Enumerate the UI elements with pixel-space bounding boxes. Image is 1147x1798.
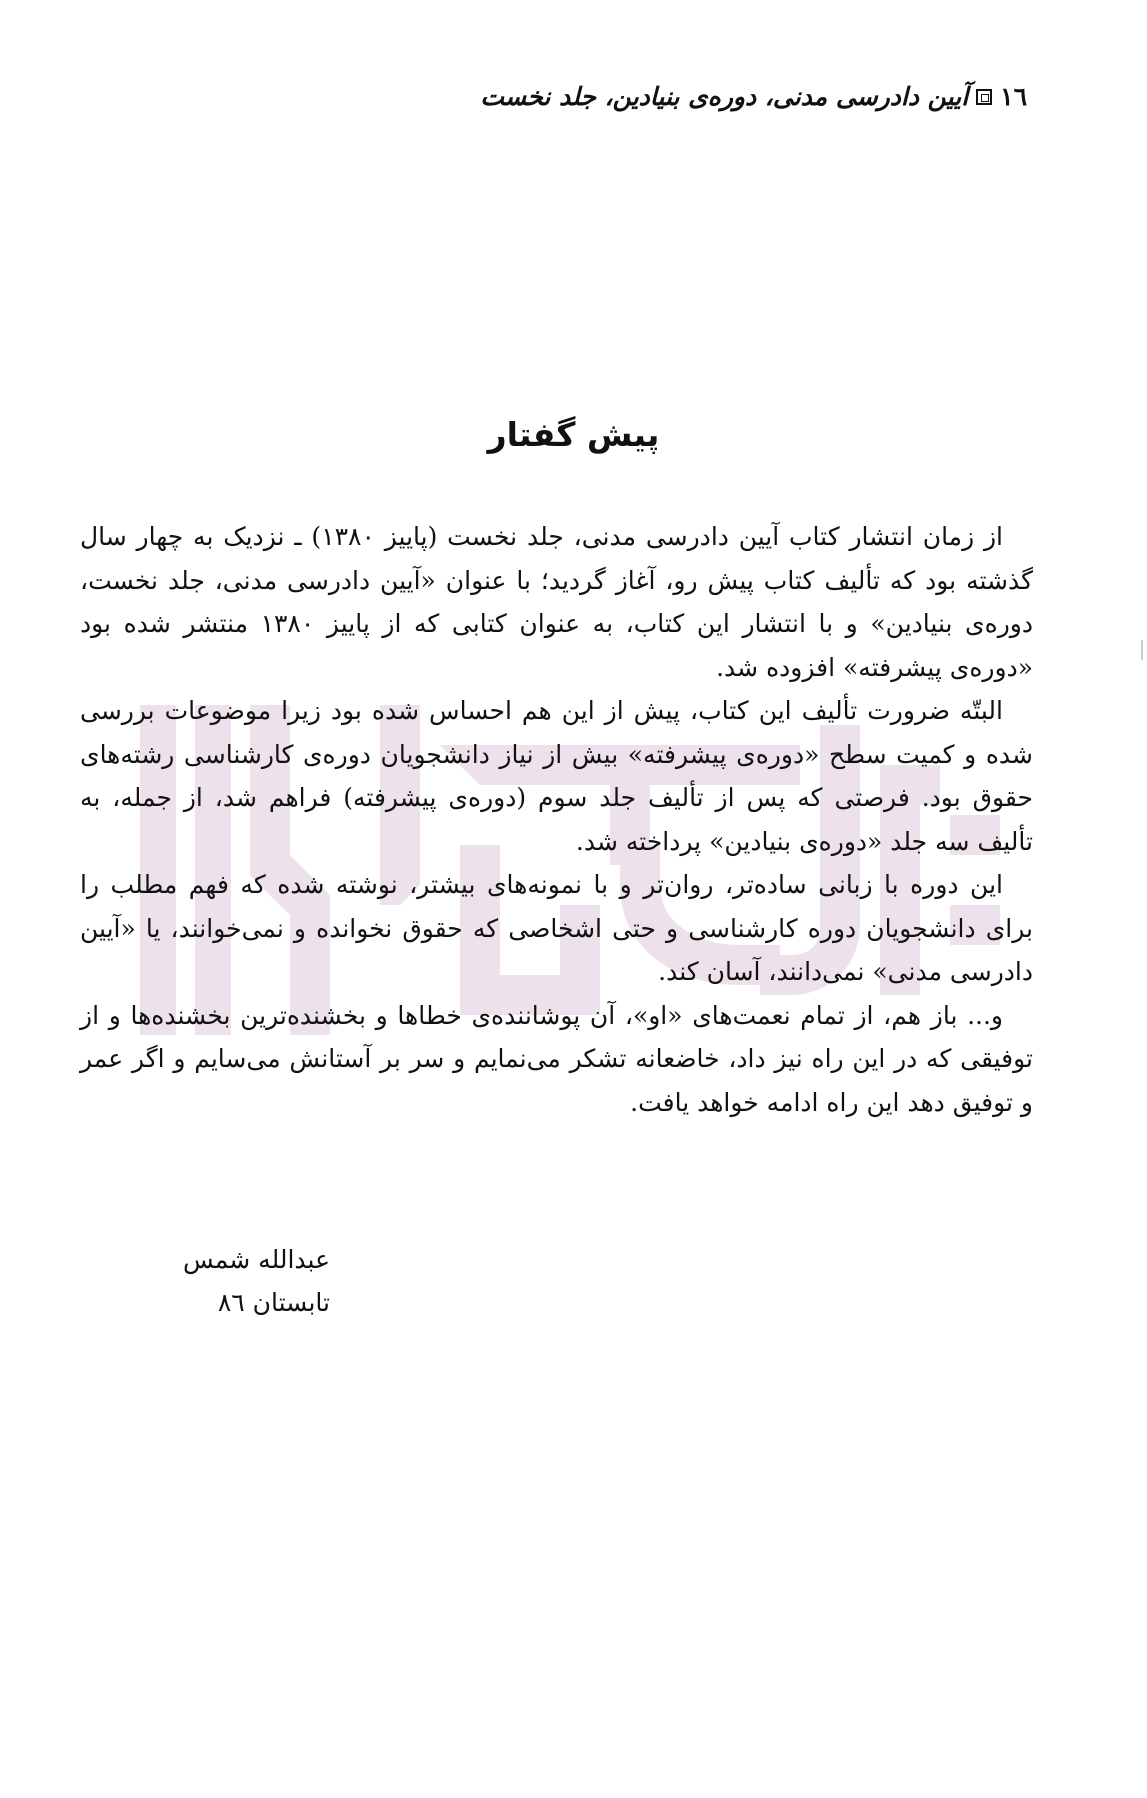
author-name: عبدالله شمس (182, 1245, 330, 1274)
signature-block (160, 1238, 330, 1324)
header-box-icon (976, 89, 992, 105)
paragraph-4: و... باز هم، از تمام نعمت‌های «او»، آن پوشاننده‌ی خطاها و بخشنده‌ترین بخشنده‌ها و از توفیقی که در این راه نیز داد، خاضعانه تشکر می‌نمایم و سر بر آستانش می‌سایم و اگر عمر و توفیق دهد این راه ادامه خواهد یافت. (80, 1000, 1033, 1117)
page-number: ١٦ (1000, 82, 1027, 111)
edge-mark (1141, 640, 1143, 660)
section-title: پیش گفتار (487, 415, 660, 454)
running-title: آیین دادرسی مدنی، دوره‌ی بنیادین، جلد نخست (480, 82, 969, 111)
body-text (80, 515, 1033, 1124)
running-header (480, 82, 1027, 111)
paragraph-2: البتّه ضرورت تألیف این کتاب، پیش از این هم احساس شده بود زیرا موضوعات بررسی شده و کمیت سطح «دوره‌ی پیشرفته» بیش از نیاز دانشجویان دوره‌ی کارشناسی رشته‌های حقوق بود. فرصتی که پس از تألیف جلد سوم (دوره‌ی پیشرفته) فراهم شد، از جمله، به تألیف سه جلد «دوره‌ی بنیادین» پرداخته شد. (80, 696, 1033, 856)
paragraph-3: این دوره با زبانی ساده‌تر، روان‌تر و با نمونه‌های بیشتر، نوشته شده که فهم مطلب را برای دانشجویان دوره کارشناسی و حتی اشخاصی که حقوق نخوانده و نمی‌خوانند، یا «آیین دادرسی مدنی» نمی‌دانند، آسان کند. (80, 870, 1033, 986)
paragraph-1: از زمان انتشار کتاب آیین دادرسی مدنی، جلد نخست (پاییز ۱۳۸۰) ـ نزدیک به چهار سال گذشته بود که تألیف کتاب پیش رو، آغاز گردید؛ با عنوان «آیین دادرسی مدنی، جلد نخست، دوره‌ی بنیادین» و با انتشار این کتاب، به عنوان کتابی که از پاییز ۱۳۸۰ منتشر شده بود «دوره‌ی پیشرفته» افزوده شد. (80, 522, 1033, 682)
signature-date: تابستان ۸٦ (217, 1288, 330, 1317)
